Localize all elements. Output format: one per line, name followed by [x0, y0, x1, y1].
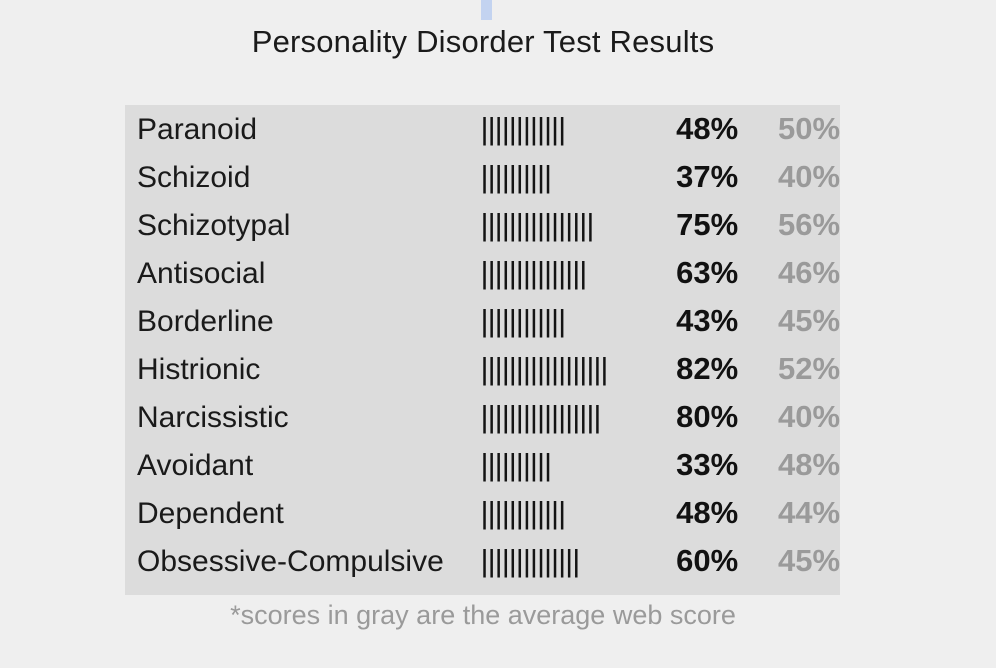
table-row — [125, 255, 840, 303]
score-bar: |||||||||||| — [480, 495, 566, 530]
score-value: 63% — [676, 255, 739, 290]
average-value: 45% — [777, 303, 841, 338]
score-bar: |||||||||| — [480, 447, 552, 482]
footnote: *scores in gray are the average web score — [230, 600, 736, 630]
score-value: 80% — [676, 399, 739, 434]
average-value: 40% — [777, 159, 841, 194]
score-value: 82% — [676, 351, 739, 386]
score-value: 37% — [676, 159, 739, 194]
score-bar: |||||||||||||||||| — [480, 351, 608, 386]
table-row — [125, 303, 840, 351]
results-panel — [125, 105, 840, 595]
average-value: 50% — [777, 111, 841, 146]
average-value: 44% — [777, 495, 841, 530]
score-bar: |||||||||||||| — [480, 543, 580, 578]
disorder-label: Schizotypal — [137, 209, 291, 242]
score-bar: |||||||||| — [480, 159, 552, 194]
average-value: 56% — [777, 207, 841, 242]
disorder-label: Histrionic — [137, 353, 261, 386]
disorder-label: Dependent — [137, 497, 284, 530]
score-value: 60% — [676, 543, 739, 578]
table-row — [125, 111, 840, 159]
score-bar: ||||||||||||||||| — [480, 399, 601, 434]
table-row — [125, 399, 840, 447]
average-value: 48% — [777, 447, 841, 482]
score-bar: |||||||||||||||| — [480, 207, 594, 242]
disorder-label: Avoidant — [137, 449, 254, 482]
page-title: Personality Disorder Test Results — [251, 24, 715, 59]
disorder-label: Paranoid — [137, 113, 258, 146]
table-row — [125, 159, 840, 207]
average-value: 40% — [777, 399, 841, 434]
score-value: 43% — [676, 303, 739, 338]
score-bar: |||||||||||| — [480, 111, 566, 146]
top-selection-marker — [481, 0, 492, 20]
disorder-label: Schizoid — [137, 161, 251, 194]
average-value: 52% — [777, 351, 841, 386]
average-value: 45% — [777, 543, 841, 578]
score-bar: |||||||||||| — [480, 303, 566, 338]
score-bar: ||||||||||||||| — [480, 255, 587, 290]
table-row — [125, 495, 840, 543]
average-value: 46% — [777, 255, 841, 290]
table-row — [125, 351, 840, 399]
disorder-label: Borderline — [137, 305, 274, 338]
table-row — [125, 543, 840, 591]
score-value: 33% — [676, 447, 739, 482]
table-row — [125, 207, 840, 255]
disorder-label: Narcissistic — [137, 401, 289, 434]
disorder-label: Obsessive-Compulsive — [137, 545, 444, 578]
table-row — [125, 447, 840, 495]
score-value: 75% — [676, 207, 739, 242]
score-value: 48% — [676, 495, 739, 530]
score-value: 48% — [676, 111, 739, 146]
disorder-label: Antisocial — [137, 257, 266, 290]
